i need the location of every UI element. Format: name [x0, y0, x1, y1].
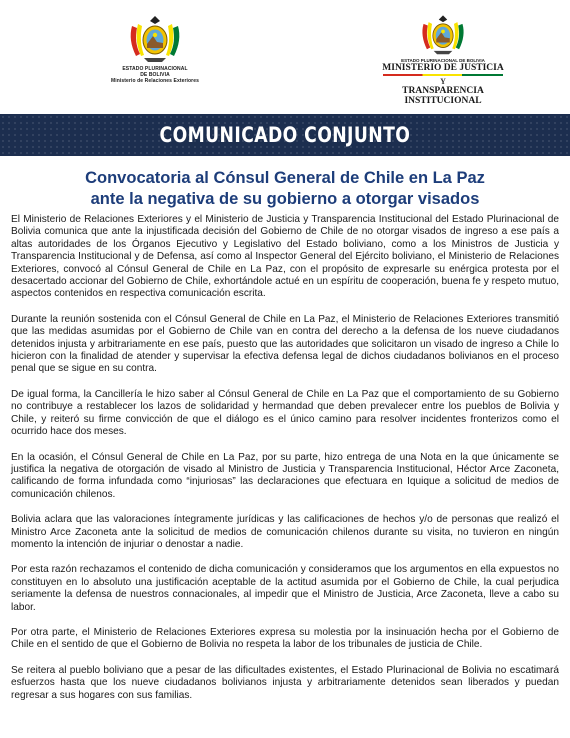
- left-org-line-1: ESTADO PLURINACIONAL: [122, 66, 188, 72]
- flag-stripe: [383, 74, 503, 76]
- communique-body: [11, 214, 559, 715]
- headline: [0, 168, 570, 210]
- letterhead: [0, 0, 570, 113]
- paragraph: El Ministerio de Relaciones Exteriores y el Ministerio de Justicia y Transparencia Institucional del Estado Plurinacional de Bolivia comunica que ante la injustificada decisión del Gobierno de Chile de no otorgar visados de ingreso a ese país a altas autoridades de los Órganos Ejecutivo y Legislativo del Estado boliviano, como a los Ministros de Justicia y Transparencia Institucional y de Defensa, así como al Inspector General del Ejército boliviano, el Ministerio de Relaciones Exteriores, convocó al Cónsul General de Chile en La Paz, con el propósito de expresarle su enérgica protesta por el desacertado accionar del Gobierno de Chile, exhortándole actué en un espíritu de cooperación, buena fe y respeto mutuo, aspectos contenidos en respectiva comunicación escrita.: [11, 214, 559, 300]
- right-org-line-2: Y: [440, 77, 446, 86]
- banner-title: COMUNICADO CONJUNTO: [159, 123, 411, 147]
- paragraph: Bolivia aclara que las valoraciones íntegramente jurídicas y las calificaciones de hechos y/o de personas que realizó el Ministro Arce Zaconeta ante la solicitud de medios de comunicación chilenos durante su visita, no tuvieron en ningún momento la intención de injuriar o denostar a nadie.: [11, 514, 559, 550]
- justice-ministry-logo: [368, 12, 518, 106]
- right-org-line-3: TRANSPARENCIA INSTITUCIONAL: [402, 86, 484, 106]
- paragraph: De igual forma, la Cancillería le hizo saber al Cónsul General de Chile en La Paz que el comportamiento de su Gobierno no contribuye a restablecer los lazos de solidaridad y hermandad que deben prevalecer entre los pueblos de Bolivia y Chile, y reiteró su firme convicción de que el diálogo es el único camino para resolver incidentes fronterizos como el ocurrido hace dos meses.: [11, 388, 559, 438]
- foreign-ministry-logo: [95, 12, 215, 84]
- left-org-line-3: Ministerio de Relaciones Exteriores: [111, 78, 199, 84]
- title-banner: [0, 114, 570, 156]
- headline-line-1: Convocatoria al Cónsul General de Chile en La Paz: [85, 169, 485, 187]
- bolivia-coat-of-arms-icon: [124, 12, 186, 64]
- paragraph: Se reitera al pueblo boliviano que a pesar de las dificultades existentes, el Estado Plurinacional de Bolivia no escatimará esfuerzos hasta que los nueve ciudadanos bolivianos injusta y arbitrariamente detenidos sean liberados y puedan regresar a sus hogares con sus familias.: [11, 664, 559, 701]
- bolivia-coat-of-arms-icon: [413, 12, 473, 56]
- paragraph: En la ocasión, el Cónsul General de Chile en La Paz, por su parte, hizo entrega de una Nota en la que únicamente se justifica la negativa de otorgación de visado al Ministro de Justicia y Transparencia Institucional, Héctor Arce Zaconeta, calificando de forma infundada como “injuriosas” las declaraciones que efectuara en Iquique a solicitud de medios de comunicación chilenos.: [11, 451, 559, 500]
- paragraph: Durante la reunión sostenida con el Cónsul General de Chile en La Paz, el Ministerio de Relaciones Exteriores transmitió que las medidas asumidas por el Gobierno de Chile van en contra del derecho a la defensa de los nueve ciudadanos detenidos injusta y arbitrariamente en ese país, puesto que las autoridades que solicitaron un visado de ingreso a Chile lo hicieron con la finalidad de atender y supervisar la efectiva defensa legal de dichos ciudadanos bolivianos en el proceso penal que se sigue en su contra.: [11, 313, 559, 375]
- paragraph: Por otra parte, el Ministerio de Relaciones Exteriores expresa su molestia por la insinuación hecha por el Gobierno de Chile en el sentido de que el Gobierno de Bolivia no respeta la labor de los tribunales de justicia de Chile.: [11, 626, 559, 651]
- left-org-line-2: DE BOLIVIA: [140, 72, 170, 78]
- right-org-top: ESTADO PLURINACIONAL DE BOLIVIA: [401, 58, 485, 63]
- headline-line-2: ante la negativa de su gobierno a otorgar visados: [90, 190, 480, 208]
- paragraph: Por esta razón rechazamos el contenido de dicha comunicación y consideramos que los argumentos en ella expuestos no constituyen en lo absoluto una justificación aceptable de la actitud asumida por el Gobierno de Chile, la cual perjudica seriamente la defensa de nuestros connacionales, al impedir que el Ministro de Justicia, Arce Zaconeta, lleve a cabo su labor.: [11, 564, 559, 613]
- right-org-line-1: MINISTERIO DE JUSTICIA: [382, 63, 504, 73]
